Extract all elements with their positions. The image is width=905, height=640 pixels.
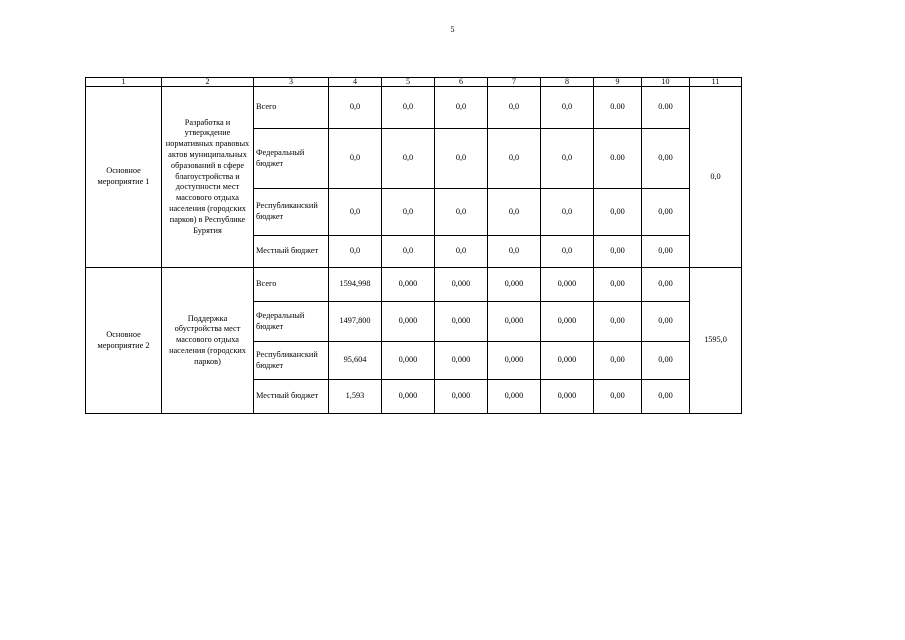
funding-source: Федеральный бюджет: [254, 302, 329, 342]
value-cell: 0.00: [642, 87, 690, 129]
value-cell: 0,0: [435, 129, 488, 189]
value-cell: 0,0: [329, 189, 382, 236]
value-cell: 0,0: [382, 129, 435, 189]
measure-name: Основное мероприятие 2: [86, 268, 162, 414]
value-cell: 1,593: [329, 380, 382, 414]
value-cell: 0,000: [382, 342, 435, 380]
measure-name: Основное мероприятие 1: [86, 87, 162, 268]
value-cell: 0,000: [435, 342, 488, 380]
column-number: 7: [488, 78, 541, 87]
value-cell: 0.00: [594, 129, 642, 189]
value-cell: 0,0: [435, 87, 488, 129]
value-cell: 0,0: [488, 129, 541, 189]
value-cell: 95,604: [329, 342, 382, 380]
value-cell: 0,0: [329, 236, 382, 268]
measure-total: 0,0: [690, 87, 742, 268]
value-cell: 0,000: [382, 268, 435, 302]
value-cell: 0.00: [594, 87, 642, 129]
value-cell: 0,00: [594, 380, 642, 414]
value-cell: 0,00: [642, 302, 690, 342]
funding-source: Местный бюджет: [254, 236, 329, 268]
value-cell: 0,0: [541, 189, 594, 236]
column-number: 1: [86, 78, 162, 87]
funding-source: Республиканский бюджет: [254, 342, 329, 380]
value-cell: 0,0: [541, 87, 594, 129]
value-cell: 0,0: [382, 236, 435, 268]
value-cell: 0,000: [488, 268, 541, 302]
value-cell: 0,0: [329, 129, 382, 189]
value-cell: 0,0: [541, 129, 594, 189]
value-cell: 0,0: [435, 236, 488, 268]
column-number: 2: [162, 78, 254, 87]
value-cell: 0,000: [541, 342, 594, 380]
value-cell: 0,000: [435, 268, 488, 302]
value-cell: 0,000: [488, 302, 541, 342]
value-cell: 0,00: [642, 129, 690, 189]
value-cell: 0,000: [435, 380, 488, 414]
value-cell: 0,000: [488, 342, 541, 380]
column-number: 9: [594, 78, 642, 87]
value-cell: 0,000: [541, 268, 594, 302]
value-cell: 0,000: [382, 380, 435, 414]
value-cell: 0,00: [594, 236, 642, 268]
funding-source: Местный бюджет: [254, 380, 329, 414]
value-cell: 0,000: [541, 302, 594, 342]
value-cell: 0,00: [642, 342, 690, 380]
measure-description: Поддержка обустройства мест массового отдыха населения (городских парков): [162, 268, 254, 414]
value-cell: 0,000: [488, 380, 541, 414]
value-cell: 0,0: [488, 189, 541, 236]
measure-total: 1595,0: [690, 268, 742, 414]
value-cell: 0,0: [541, 236, 594, 268]
column-number: 4: [329, 78, 382, 87]
value-cell: 1594,998: [329, 268, 382, 302]
value-cell: 0,0: [382, 87, 435, 129]
funding-source: Республиканский бюджет: [254, 189, 329, 236]
value-cell: 0,00: [594, 189, 642, 236]
value-cell: 0,0: [488, 87, 541, 129]
funding-source: Всего: [254, 87, 329, 129]
value-cell: 0,0: [329, 87, 382, 129]
value-cell: 0,000: [382, 302, 435, 342]
table-row: [86, 87, 742, 129]
measure-description: Разработка и утверждение нормативных правовых актов муниципальных образований в сфере благоустройства и доступности мест массового отдыха населения (городских парков) в Республике Бурятия: [162, 87, 254, 268]
funding-source: Всего: [254, 268, 329, 302]
budget-table: [85, 77, 742, 414]
value-cell: 0,00: [594, 268, 642, 302]
value-cell: 0,000: [541, 380, 594, 414]
value-cell: 0,00: [642, 189, 690, 236]
column-number: 6: [435, 78, 488, 87]
column-number: 3: [254, 78, 329, 87]
table-row: [86, 268, 742, 302]
value-cell: 0,0: [488, 236, 541, 268]
value-cell: 0,00: [642, 268, 690, 302]
value-cell: 0,00: [642, 236, 690, 268]
value-cell: 1497,800: [329, 302, 382, 342]
column-number: 5: [382, 78, 435, 87]
column-number: 8: [541, 78, 594, 87]
column-number-row: [86, 78, 742, 87]
value-cell: 0,0: [435, 189, 488, 236]
value-cell: 0,00: [594, 342, 642, 380]
value-cell: 0,00: [642, 380, 690, 414]
page-number: 5: [450, 25, 455, 34]
column-number: 10: [642, 78, 690, 87]
value-cell: 0,000: [435, 302, 488, 342]
column-number: 11: [690, 78, 742, 87]
funding-source: Федеральный бюджет: [254, 129, 329, 189]
value-cell: 0,00: [594, 302, 642, 342]
value-cell: 0,0: [382, 189, 435, 236]
